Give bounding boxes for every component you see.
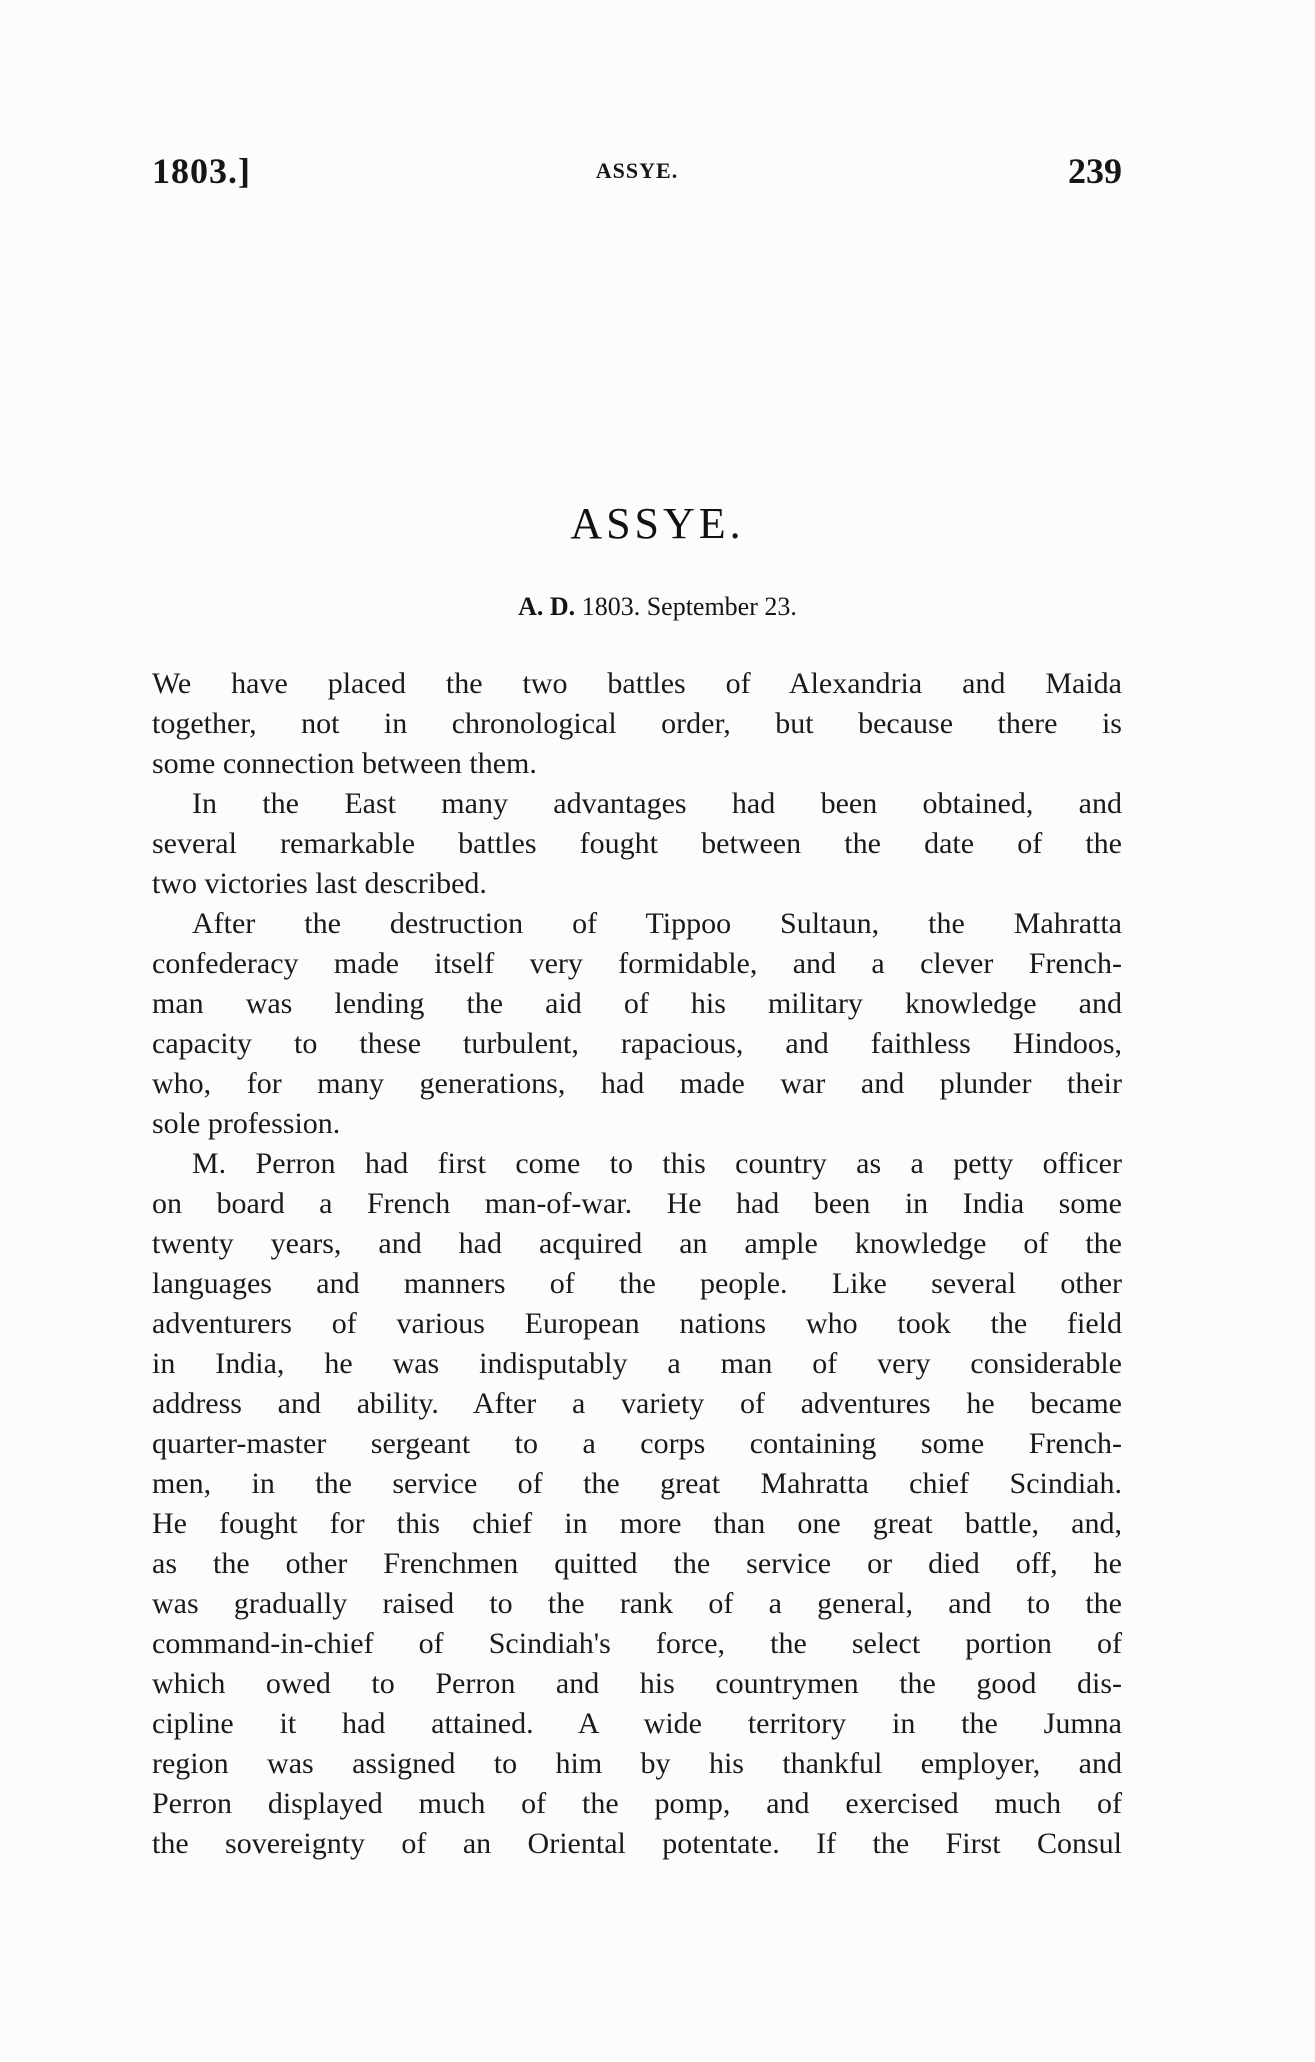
text-line: men, in the service of the great Mahratta chief Scindiah. <box>152 1467 1122 1500</box>
text-line: on board a French man-of-war. He had been in India some <box>152 1187 1122 1220</box>
text-line: quarter-master sergeant to a corps containing some French- <box>152 1427 1122 1460</box>
text-line: man was lending the aid of his military knowledge and <box>152 987 1122 1020</box>
text-line: some connection between them. <box>152 747 537 780</box>
text-line: We have placed the two battles of Alexandria and Maida <box>152 667 1122 700</box>
paragraph <box>152 904 1122 1144</box>
running-head-year: 1803.] <box>152 151 251 191</box>
text-line: confederacy made itself very formidable, and a clever French- <box>152 947 1122 980</box>
text-line: which owed to Perron and his countrymen the good dis- <box>152 1667 1122 1700</box>
text-line: twenty years, and had acquired an ample knowledge of the <box>152 1227 1122 1260</box>
page-number: 239 <box>1068 151 1122 191</box>
text-line: In the East many advantages had been obtained, and <box>192 787 1122 820</box>
running-head <box>152 150 1122 196</box>
text-line: was gradually raised to the rank of a general, and to the <box>152 1587 1122 1620</box>
text-line: several remarkable battles fought between the date of the <box>152 827 1122 860</box>
body-text <box>152 664 1122 1864</box>
paragraph <box>152 664 1122 784</box>
paragraph <box>152 784 1122 904</box>
paragraph <box>152 1144 1122 1864</box>
text-line: M. Perron had first come to this country as a petty officer <box>192 1147 1122 1180</box>
text-line: in India, he was indisputably a man of very considerable <box>152 1347 1122 1380</box>
dateline-date: 1803. September 23. <box>581 592 797 621</box>
text-line: command-in-chief of Scindiah's force, the select portion of <box>152 1627 1122 1660</box>
text-line: capacity to these turbulent, rapacious, and faithless Hindoos, <box>152 1027 1122 1060</box>
text-line: After the destruction of Tippoo Sultaun, the Mahratta <box>192 907 1122 940</box>
text-line: adventurers of various European nations who took the field <box>152 1307 1122 1340</box>
text-line: sole profession. <box>152 1107 341 1140</box>
text-line: cipline it had attained. A wide territory in the Jumna <box>152 1707 1122 1740</box>
text-line: region was assigned to him by his thankful employer, and <box>152 1747 1122 1780</box>
text-line: who, for many generations, had made war and plunder their <box>152 1067 1122 1100</box>
text-line: two victories last described. <box>152 867 487 900</box>
text-line: together, not in chronological order, but because there is <box>152 707 1122 740</box>
running-head-title: ASSYE. <box>595 158 679 183</box>
text-line: address and ability. After a variety of adventures he became <box>152 1387 1122 1420</box>
text-line: He fought for this chief in more than one great battle, and, <box>152 1507 1122 1540</box>
text-line: the sovereignty of an Oriental potentate. If the First Consul <box>152 1827 1122 1860</box>
text-line: Perron displayed much of the pomp, and exercised much of <box>152 1787 1122 1820</box>
chapter-title: ASSYE. <box>570 499 745 548</box>
text-line: as the other Frenchmen quitted the service or died off, he <box>152 1547 1122 1580</box>
text-line: languages and manners of the people. Like several other <box>152 1267 1122 1300</box>
dateline-ad: A. D. <box>518 592 576 621</box>
chapter-dateline <box>0 592 1315 622</box>
